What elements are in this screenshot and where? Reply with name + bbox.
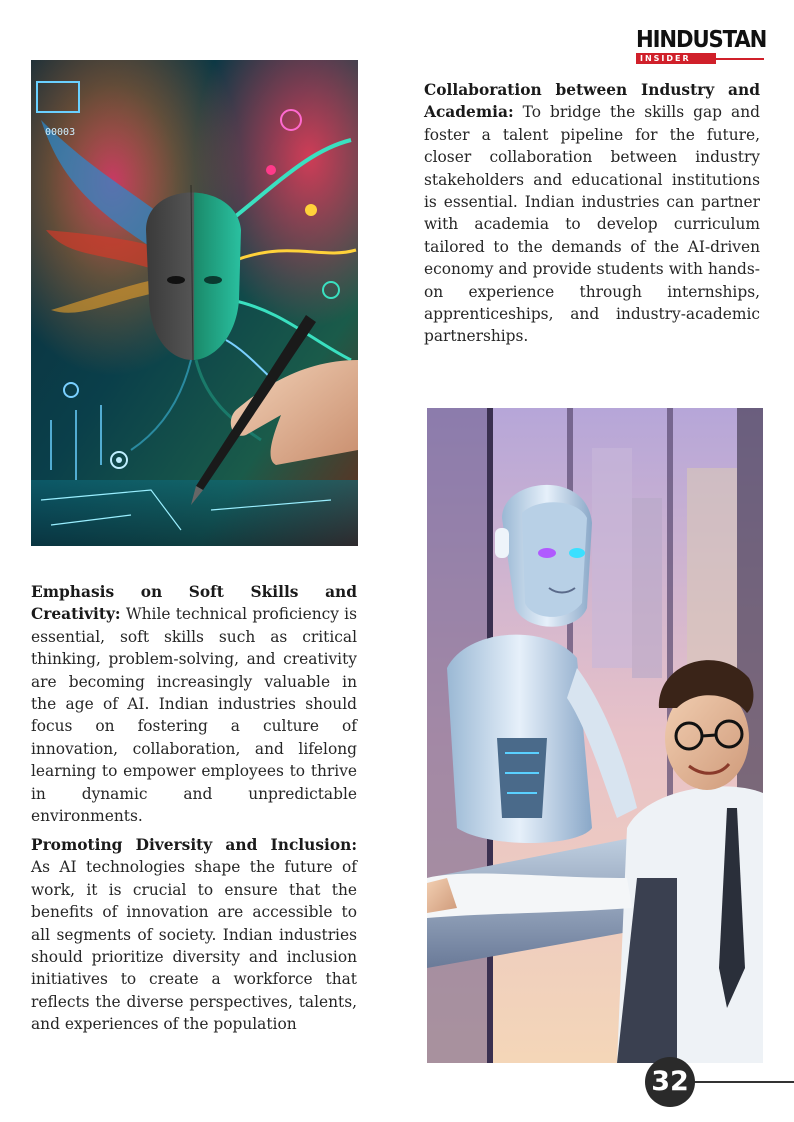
collaboration-body: To bridge the skills gap and foster a talent pipeline for the future, closer collaboration between industry stakeholders and educational institutions is essential. Indian industries can partner with academia to develop curriculum tailored to the demands of the AI-driven economy and provide students with hands-on experience through internships, apprenticeships, and industry-academic partnerships. [424, 103, 760, 346]
soft-skills-paragraph [31, 581, 357, 827]
collaboration-heading: Collaboration between Industry and Academia: [424, 81, 760, 122]
brand-underline [716, 58, 764, 60]
ai-head-illustration [31, 60, 358, 546]
page-number: 32 [645, 1057, 695, 1107]
brand-name: HINDUSTAN [636, 27, 767, 53]
diversity-body: As AI technologies shape the future of work, it is crucial to ensure that the benefits of innovation are accessible to all segments of society. Indian industries should prioritize diversity and inclusion initiatives to create a workforce that reflects the diverse perspectives, talents, and experiences of the population [31, 858, 357, 1034]
robot-and-man-illustration [427, 408, 763, 1063]
soft-skills-heading: Emphasis on Soft Skills and Creativity: [31, 583, 357, 624]
diversity-paragraph [31, 834, 357, 1036]
diversity-heading: Promoting Diversity and Inclusion: [31, 836, 357, 854]
brand-logo [636, 26, 767, 66]
image-digits: 00003 [45, 127, 76, 138]
brand-tagline: INSIDER [636, 53, 716, 64]
page-number-rule [694, 1081, 794, 1083]
collaboration-paragraph [424, 79, 760, 348]
soft-skills-body: While technical proficiency is essential, soft skills such as critical thinking, problem-solving, and creativity are becoming increasingly valuable in the age of AI. Indian industries should focus on fostering a culture of innovation, collaboration, and lifelong learning to empower employees to thrive in dynamic and unpredictable environments. [31, 605, 357, 826]
